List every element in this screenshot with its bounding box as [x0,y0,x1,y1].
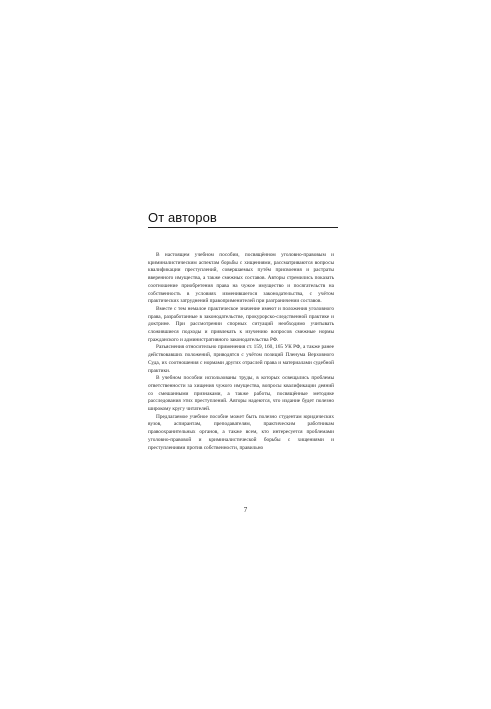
section-heading: От авторов [148,210,217,225]
heading-rule [148,227,338,228]
page-number: 7 [243,506,248,514]
paragraph: Вместе с тем немалое практическое значение имеют и положения уголовного права, разработанные в законодательстве, прокурорско-следственной практике и доктрине. При рассмотрении спорных ситуаций необходимо учитывать сложившиеся подходы и привлекать к изучению вопросов смежные нормы гражданского и административного законодательства РФ. [148,305,334,343]
paragraph: В настоящем учебном пособии, посвящённом уголовно-правовым и криминалистическим аспектам борьбы с хищениями, рассматриваются вопросы квалификации преступлений, совершаемых путём присвоения и растраты вверенного имущества, а также смежных составов. Авторы стремились показать соотношение приобретения права на чужое имущество и посягательств на собственность в условиях изменившегося законодательства, с учётом практических затруднений правоприменителей при разграничении составов. [148,252,334,305]
paragraph: В учебном пособии использованы труды, в которых освещались проблемы ответственности за хищения чужого имущества, вопросы квалификации деяний со смешанными признаками, а также работы, посвящённые методике расследования этих преступлений. Авторы надеются, что издание будет полезно широкому кругу читателей. [148,375,334,413]
body-text [148,252,334,452]
paragraph: Разъяснения относительно применения ст. 159, 160, 165 УК РФ, а также ранее действовавших положений, приводятся с учётом позиций Пленума Верховного Суда, их соотношения с нормами других отраслей права и материалами судебной практики. [148,344,334,374]
paragraph: Предлагаемое учебное пособие может быть полезно студентам юридических вузов, аспирантам, преподавателям, практическим работникам правоохранительных органов, а также всем, кто интересуется проблемами уголовно-правовой и криминалистической борьбы с хищениями и преступлениями против собственности, правильно [148,413,334,451]
